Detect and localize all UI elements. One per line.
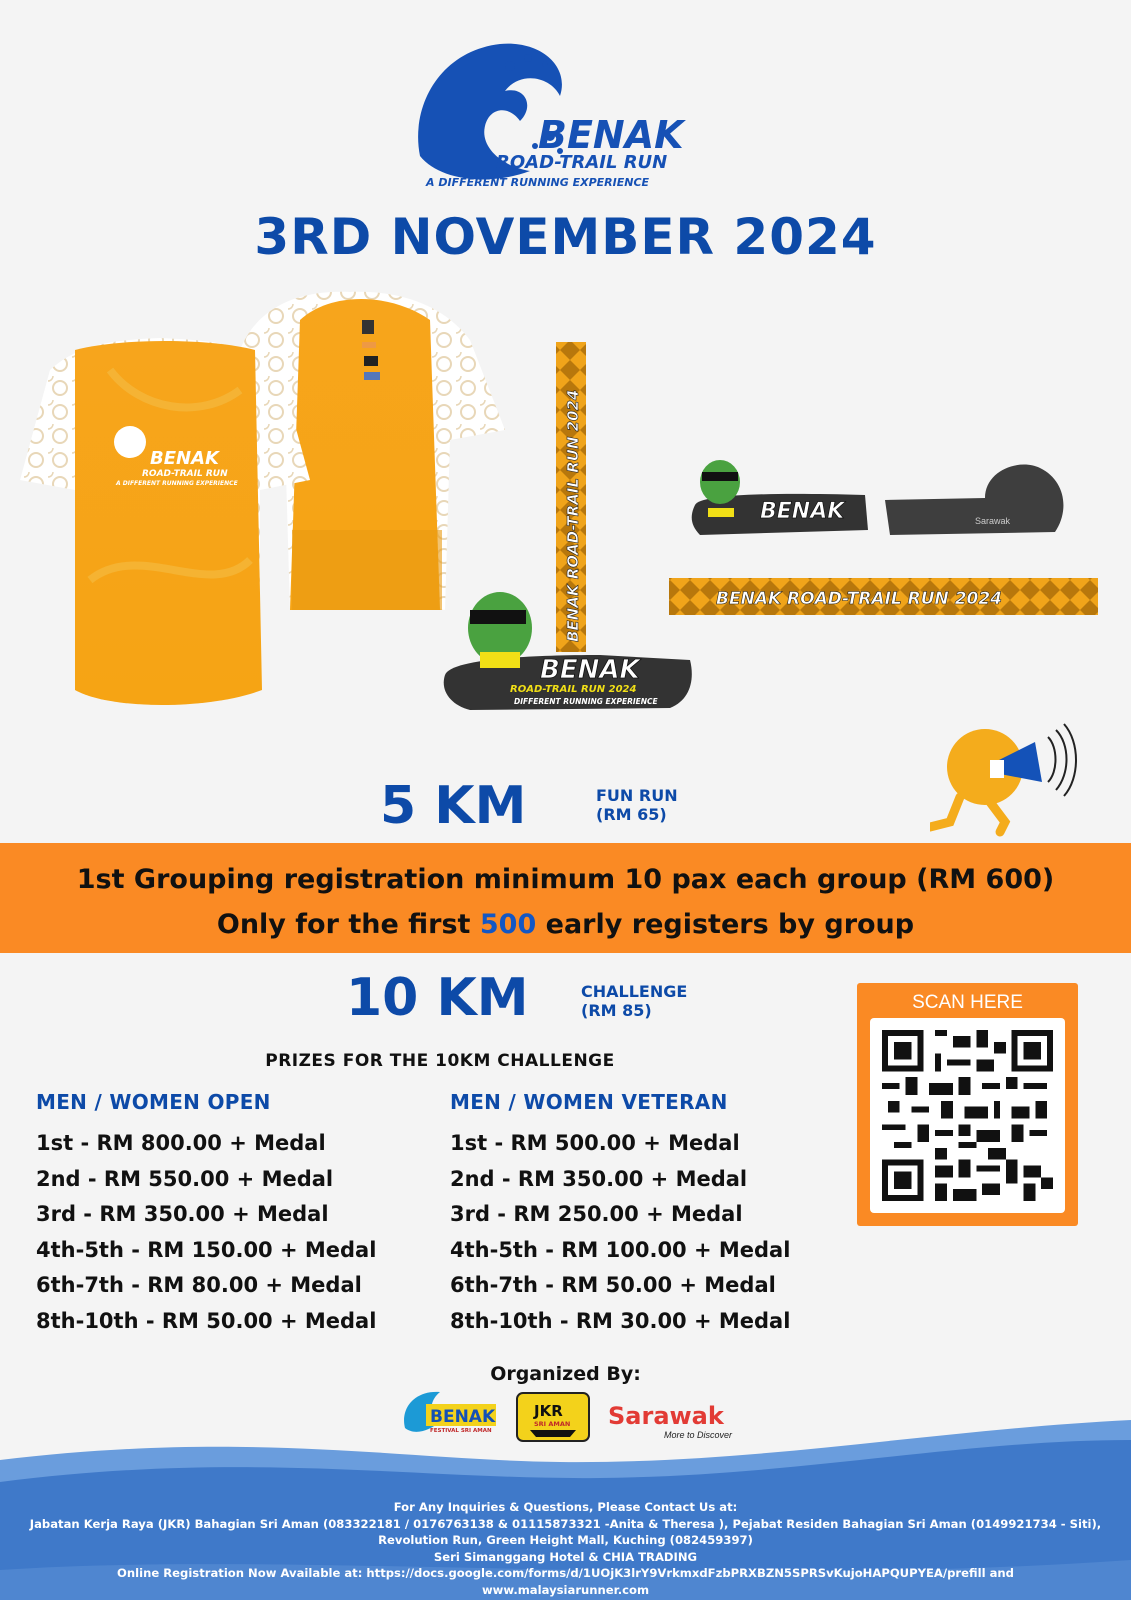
prizes-open-column <box>36 1090 456 1339</box>
megaphone-mascot-icon <box>930 712 1080 842</box>
prize-item: 1st - RM 500.00 + Medal <box>450 1131 740 1155</box>
prize-item: 1st - RM 800.00 + Medal <box>36 1131 326 1155</box>
prizes-heading: PRIZES FOR THE 10KM CHALLENGE <box>265 1051 615 1071</box>
medal-back-text: Sarawak <box>975 516 1011 526</box>
organizer-sarawak-name: Sarawak <box>608 1402 724 1430</box>
fun-run-name: FUN RUN <box>596 786 678 805</box>
group-banner-line2-prefix: Only for the first <box>216 909 480 940</box>
challenge-name: CHALLENGE <box>581 982 688 1001</box>
tshirt-front <box>20 338 310 705</box>
prize-item: 4th-5th - RM 100.00 + Medal <box>450 1237 791 1262</box>
medal-subtitle: ROAD-TRAIL RUN 2024 <box>510 684 637 695</box>
fun-run-price: (RM 65) <box>596 805 667 824</box>
ribbon-horizontal-text: BENAK ROAD-TRAIL RUN 2024 <box>716 589 1003 609</box>
prize-item: 6th-7th - RM 50.00 + Medal <box>450 1273 776 1297</box>
prize-item: 4th-5th - RM 150.00 + Medal <box>36 1237 377 1262</box>
challenge-label <box>581 982 687 1020</box>
challenge-price: (RM 85) <box>581 1001 652 1020</box>
merchandise-showcase <box>0 280 1131 740</box>
ribbon-vertical-text: BENAK ROAD-TRAIL RUN 2024 <box>564 389 582 642</box>
prizes-open-title: MEN / WOMEN OPEN <box>36 1090 271 1114</box>
prize-item: 8th-10th - RM 30.00 + Medal <box>450 1308 791 1333</box>
logo-brand: BENAK <box>538 113 684 157</box>
group-banner-line2-suffix: early registers by group <box>536 909 915 940</box>
group-banner-highlight: 500 <box>479 909 537 940</box>
footer-line: Seri Simanggang Hotel & CHIA TRADING <box>433 1549 698 1564</box>
footer-line: Revolution Run, Green Height Mall, Kuching (082459397) <box>378 1533 753 1547</box>
prize-item: 3rd - RM 350.00 + Medal <box>36 1202 329 1226</box>
organizer-benak-name: BENAK <box>430 1407 496 1427</box>
organizer-sarawak-sub: More to Discover <box>664 1430 733 1440</box>
logo-tagline: A DIFFERENT RUNNING EXPERIENCE <box>426 176 650 189</box>
footer-contact-info <box>0 1499 1131 1598</box>
tshirt-logo-tagline: A DIFFERENT RUNNING EXPERIENCE <box>116 480 238 487</box>
footer-website-link[interactable]: www.malaysiarunner.com <box>481 1582 650 1597</box>
fun-run-label <box>596 786 678 824</box>
group-banner-line2 <box>0 902 1131 947</box>
prizes-veteran-column <box>450 1090 870 1339</box>
fun-run-distance: 5 KM <box>380 776 527 836</box>
qr-card[interactable] <box>857 983 1078 1226</box>
footer-line: For Any Inquiries & Questions, Please Contact Us at: <box>393 1500 738 1514</box>
medal-tagline: DIFFERENT RUNNING EXPERIENCE <box>514 697 658 706</box>
prize-item: 2nd - RM 550.00 + Medal <box>36 1166 334 1191</box>
organizer-jkr-name: JKR <box>534 1402 563 1420</box>
prize-item: 3rd - RM 250.00 + Medal <box>450 1202 743 1226</box>
tshirt-logo-brand: BENAK <box>150 448 219 469</box>
logo-subtitle: ROAD-TRAIL RUN <box>496 152 668 173</box>
benak-logo <box>410 36 720 196</box>
organizer-benak-sub: FESTIVAL SRI AMAN <box>430 1428 492 1434</box>
group-banner-line1: 1st Grouping registration minimum 10 pax each group (RM 600) <box>76 864 1055 895</box>
organized-by-label: Organized By: <box>490 1363 641 1385</box>
event-date: 3RD NOVEMBER 2024 <box>254 208 877 266</box>
group-registration-banner <box>0 843 1131 953</box>
svg-text:BENAK: BENAK <box>760 499 845 524</box>
prize-item: 2nd - RM 350.00 + Medal <box>450 1166 748 1191</box>
prize-item: 8th-10th - RM 50.00 + Medal <box>36 1308 377 1333</box>
challenge-distance: 10 KM <box>346 968 529 1028</box>
organizer-jkr-sub: SRI AMAN <box>534 1420 571 1428</box>
prize-item: 6th-7th - RM 80.00 + Medal <box>36 1273 362 1297</box>
footer-line: Jabatan Kerja Raya (JKR) Bahagian Sri Aman (083322181 / 0176763138 & 0111587332​1 -Anita & Theresa ), Pejabat Residen Bahagian Sri Aman (0149921734 - Siti), <box>29 1516 1102 1531</box>
tshirt-logo-subtitle: ROAD-TRAIL RUN <box>142 469 228 479</box>
medal-ribbon-horizontal <box>669 578 1098 615</box>
qr-code-icon[interactable] <box>870 1018 1065 1213</box>
qr-label: SCAN HERE <box>912 992 1023 1013</box>
prizes-veteran-title: MEN / WOMEN VETERAN <box>450 1090 728 1114</box>
finisher-medal-small <box>692 460 1064 535</box>
medal-brand: BENAK <box>540 655 640 685</box>
medal-ribbon-vertical <box>556 342 586 652</box>
footer-registration-link[interactable]: Online Registration Now Available at: https://docs.google.com/forms/d/1UOjK3lrY9VrkmxdFzbPRXBZN5SPRSvKujoHAPQUPYEA/prefill and <box>117 1566 1014 1580</box>
